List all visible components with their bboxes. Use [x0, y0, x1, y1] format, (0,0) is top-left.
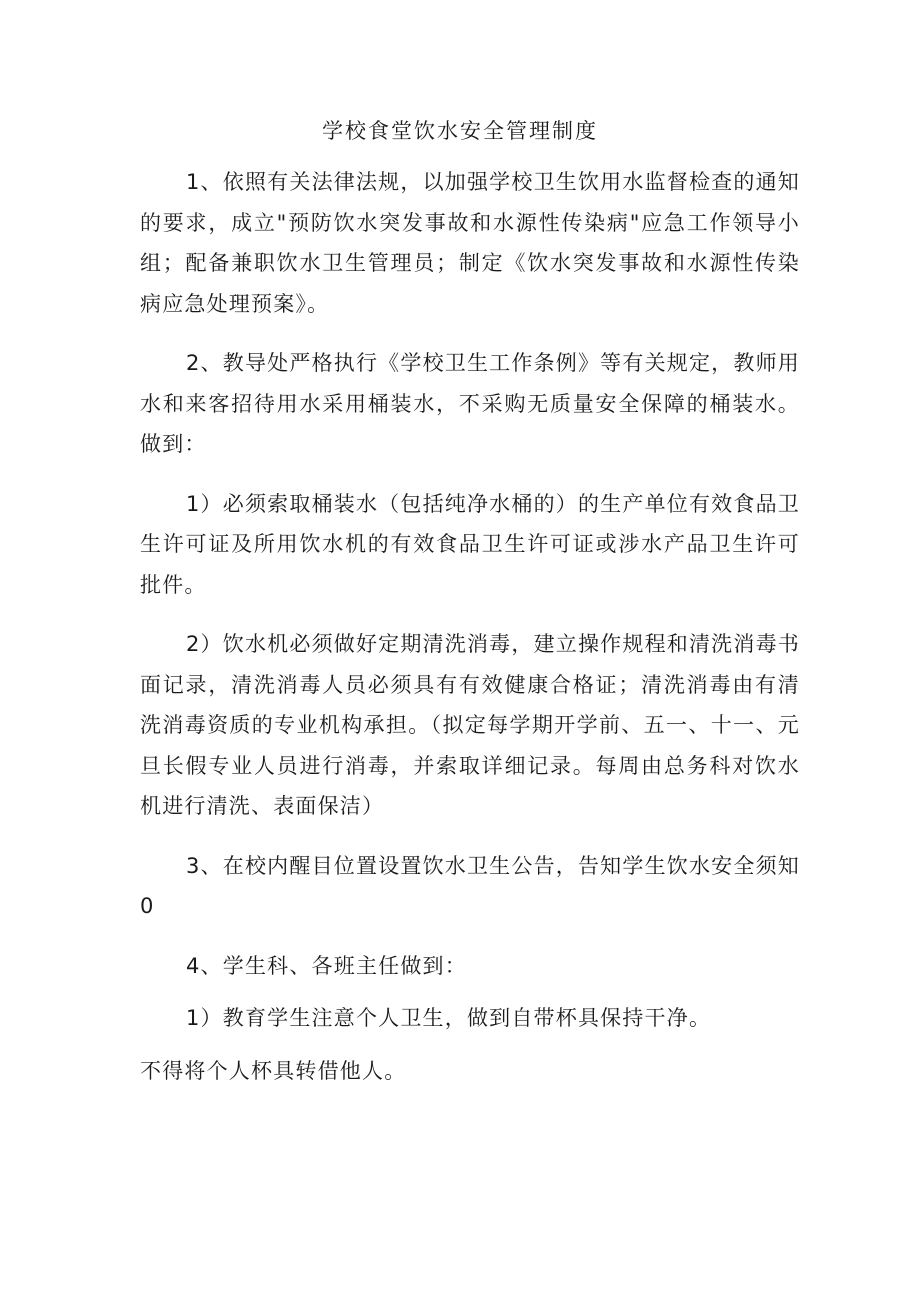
paragraph-4-students: 4、学生科、各班主任做到： — [186, 953, 467, 978]
paragraph-1-leadership-group: 1、依照有关法律法规，以加强学校卫生饮用水监督检查的通知的要求，成立"预防饮水突发事故和水源性传染病"应急工作领导小组；配备兼职饮水卫生管理员；制定《饮水突发事故和水源性传染病应急处理预案》。 — [140, 170, 800, 316]
paragraph-4-1-hygiene: 1）教育学生注意个人卫生，做到自带杯具保持干净。 — [186, 1006, 712, 1030]
paragraph-2-2-disinfection: 2）饮水机必须做好定期清洗消毒，建立操作规程和清洗消毒书面记录，清洗消毒人员必须具有有效健康合格证；清洗消毒由有清洗消毒资质的专业机构承担。（拟定每学期开学前、五一、十一、元旦长假专业人员进行消毒，并索取详细记录。每周由总务科对饮水机进行清洗、表面保洁） — [140, 632, 800, 818]
paragraph-2-1-licenses: 1）必须索取桶装水（包括纯净水桶的）的生产单位有效食品卫生许可证及所用饮水机的有效食品卫生许可证或涉水产品卫生许可批件。 — [140, 491, 800, 597]
paragraph-4-1-continuation: 不得将个人杯具转借他人。 — [140, 1058, 407, 1083]
document-body — [140, 162, 800, 1110]
paragraph-3-notice: 3、在校内醒目位置设置饮水卫生公告，告知学生饮水安全须知0 — [140, 853, 800, 918]
document-title: 学校食堂饮水安全管理制度 — [322, 119, 598, 143]
paragraph-2-bottled-water: 2、教导处严格执行《学校卫生工作条例》等有关规定，教师用水和来客招待用水采用桶装水，不采购无质量安全保障的桶装水。做到： — [140, 351, 800, 456]
